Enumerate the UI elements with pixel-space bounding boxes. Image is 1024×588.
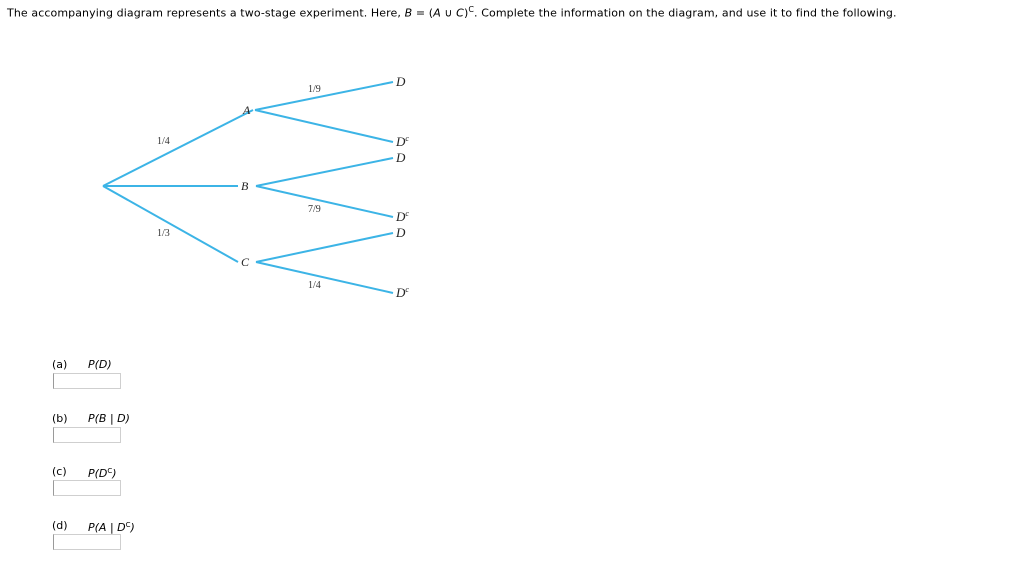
answer-c-input[interactable]	[53, 480, 121, 496]
answer-b-input[interactable]	[53, 427, 121, 443]
question-b-label: (b)	[52, 412, 68, 425]
branch-c-dc	[256, 262, 393, 293]
node-a: A	[243, 103, 251, 117]
prob-label-b-dc: 7/9	[308, 204, 321, 215]
node-a-d: D	[396, 74, 406, 89]
intro-equals: = (	[412, 6, 434, 20]
union-symbol: ∪	[440, 6, 457, 20]
node-c: C	[241, 255, 250, 269]
question-a-label: (a)	[52, 358, 68, 371]
node-b: B	[241, 179, 249, 193]
branch-c-d	[256, 233, 393, 262]
branch-a-d	[255, 82, 393, 110]
intro-text-2: . Complete the information on the diagram, and use it to find the following.	[474, 6, 897, 20]
branch-root-a	[103, 110, 253, 186]
close-paren: )	[463, 6, 469, 20]
branch-b-dc	[256, 186, 393, 217]
node-b-d: D	[396, 150, 406, 165]
var-c: C	[456, 6, 464, 20]
question-c-expr: $P(D^C)$	[88, 467, 117, 480]
prob-label-c-dc: 1/4	[308, 280, 321, 291]
answer-d-input[interactable]	[53, 534, 121, 550]
node-c-dc: $D^c$	[396, 285, 409, 300]
first-stage-branches	[103, 110, 253, 262]
complement-sup: C	[468, 5, 475, 14]
node-c-d: D	[396, 225, 406, 240]
intro-text-1: The accompanying diagram represents a two-stage experiment. Here,	[7, 6, 405, 20]
var-a: A	[433, 6, 441, 20]
node-b-dc: $D^c$	[396, 209, 409, 224]
question-d-label: (d)	[52, 519, 68, 532]
question-d-expr: P(A | $D^C$)	[88, 521, 135, 534]
node-a-dc: $D^c$	[396, 134, 409, 149]
second-stage-branches	[255, 82, 393, 293]
branch-a-dc	[255, 110, 393, 142]
question-c-label: (c)	[52, 465, 67, 478]
question-b-expr: P(B | D)	[88, 412, 130, 425]
prob-label-c: 1/3	[157, 228, 170, 239]
prob-label-a-d: 1/9	[308, 84, 321, 95]
question-a-expr: P(D)	[88, 358, 112, 371]
branch-b-d	[256, 158, 393, 186]
answer-a-input[interactable]	[53, 373, 121, 389]
var-b: B	[404, 6, 413, 20]
branch-root-c	[103, 186, 238, 262]
prob-label-a: 1/4	[157, 136, 170, 147]
